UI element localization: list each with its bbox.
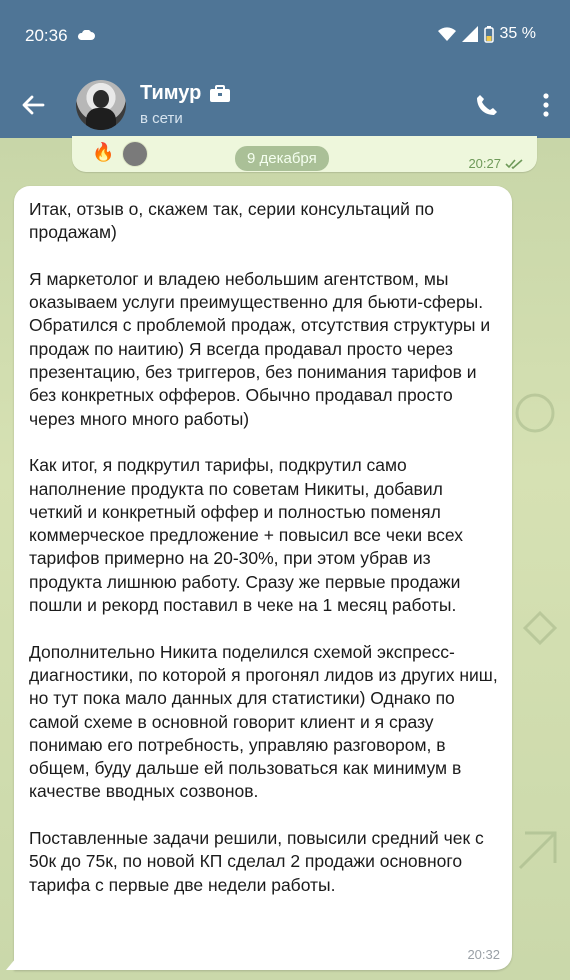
- double-check-icon: [505, 159, 523, 169]
- contact-presence: в сети: [140, 110, 183, 127]
- doodle-icon: [510, 388, 560, 438]
- briefcase-icon: [209, 85, 231, 103]
- battery-icon: [484, 26, 494, 43]
- contact-avatar[interactable]: [76, 80, 126, 130]
- date-chip: 9 декабря: [235, 146, 329, 171]
- message-time: 20:32: [467, 947, 500, 962]
- signal-icon: [462, 26, 478, 42]
- chat-area[interactable]: [0, 138, 570, 980]
- doodle-icon: [520, 608, 560, 648]
- battery-percent: 35 %: [499, 25, 536, 42]
- chat-header: [0, 72, 570, 138]
- status-bar: [0, 0, 570, 72]
- doodle-icon: [515, 828, 560, 873]
- avatar-head: [93, 90, 109, 108]
- bubble-tail: [6, 958, 16, 970]
- back-arrow-icon[interactable]: [18, 90, 48, 120]
- contact-name-row[interactable]: [140, 82, 231, 105]
- more-vert-icon[interactable]: [542, 92, 550, 118]
- previous-message-meta: [468, 156, 523, 171]
- status-time: 20:36: [25, 26, 68, 45]
- phone-icon[interactable]: [474, 92, 500, 118]
- contact-name: Тимур: [140, 82, 202, 104]
- wifi-icon: [438, 27, 456, 41]
- status-icons: [438, 25, 536, 43]
- cloud-icon: [77, 30, 95, 40]
- message-text: Итак, отзыв о, скажем так, серии консультаций по продажам) Я маркетолог и владею небольшим агентством, мы оказываем услуги преимущественно для бьюти-сферы. Обратился с проблемой продаж, отсутствия структуры и продаж по наитию) Я всегда продавал просто через презентацию, без триггеров, без понимания тарифов и без конкретных офферов. Обычно продавал просто через много много работы) Как итог, я подкрутил тарифы, подкрутил само наполнение продукта по советам Никиты, добавил четкий и конкретный оффер и полностью поменял коммерческое предложение + повысил все чеки всех тарифов примерно на 20-30%, при этом убрав из продукта лишнюю работу. Сразу же первые продажи пошли и рекорд поставил в чеке на 1 месяц работы. Дополнительно Никита поделился схемой экспресс-диагностики, по которой я прогонял лидов из других ниш, но тут пока мало данных для статистики) Однако по самой схеме в основной говорит клиент и я сразу понимаю его потребность, управляю разговором, в общем, буду дальше ей пользоваться как минимум в качестве вводных созвонов. Поставленные задачи решили, повысили средний чек с 50к до 75к, по новой КП сделал 2 продажи основного тарифа с первые две недели работы.: [29, 199, 498, 895]
- previous-message-time: 20:27: [468, 156, 501, 171]
- reaction-avatar: [122, 141, 148, 167]
- fire-reaction[interactable]: 🔥: [92, 142, 115, 162]
- avatar-torso: [86, 108, 116, 130]
- incoming-message-bubble[interactable]: [14, 186, 512, 970]
